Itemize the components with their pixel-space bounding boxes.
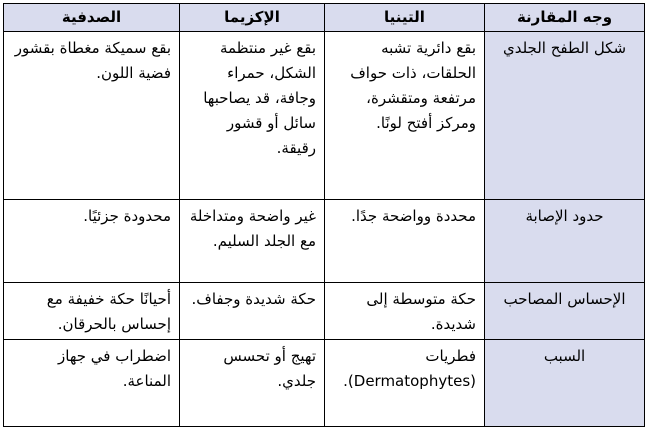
cell-eczema-sensation: حكة شديدة وجفاف. (180, 283, 325, 340)
cell-psoriasis-sensation: أحيانًا حكة خفيفة مع إحساس بالحرقان. (4, 283, 180, 340)
table-row-rash-shape (4, 32, 645, 200)
cell-eczema-borders: غير واضحة ومتداخلة مع الجلد السليم. (180, 200, 325, 283)
comparison-table (3, 3, 645, 427)
table-row-sensation (4, 283, 645, 340)
header-comparison-aspect: وجه المقارنة (485, 4, 645, 32)
table-row-borders (4, 200, 645, 283)
cell-psoriasis-rash-shape: بقع سميكة مغطاة بقشور فضية اللون. (4, 32, 180, 200)
cell-psoriasis-cause: اضطراب في جهاز المناعة. (4, 340, 180, 427)
row-label-cause: السبب (485, 340, 645, 427)
table-row-cause (4, 340, 645, 427)
cell-eczema-rash-shape: بقع غير منتظمة الشكل، حمراء وجافة، قد يصاحبها سائل أو قشور رقيقة. (180, 32, 325, 200)
row-label-sensation: الإحساس المصاحب (485, 283, 645, 340)
cell-tinea-sensation: حكة متوسطة إلى شديدة. (325, 283, 485, 340)
cell-psoriasis-borders: محدودة جزئيًا. (4, 200, 180, 283)
row-label-rash-shape: شكل الطفح الجلدي (485, 32, 645, 200)
header-tinea: التينيا (325, 4, 485, 32)
header-row (4, 4, 645, 32)
cell-tinea-borders: محددة وواضحة جدًا. (325, 200, 485, 283)
cell-eczema-cause: تهيج أو تحسس جلدي. (180, 340, 325, 427)
cell-tinea-rash-shape: بقع دائرية تشبه الحلقات، ذات حواف مرتفعة ومتقشرة، ومركز أفتح لونًا. (325, 32, 485, 200)
header-psoriasis: الصدفية (4, 4, 180, 32)
row-label-borders: حدود الإصابة (485, 200, 645, 283)
cell-tinea-cause: فطريات (Dermatophytes). (325, 340, 485, 427)
header-eczema: الإكزيما (180, 4, 325, 32)
